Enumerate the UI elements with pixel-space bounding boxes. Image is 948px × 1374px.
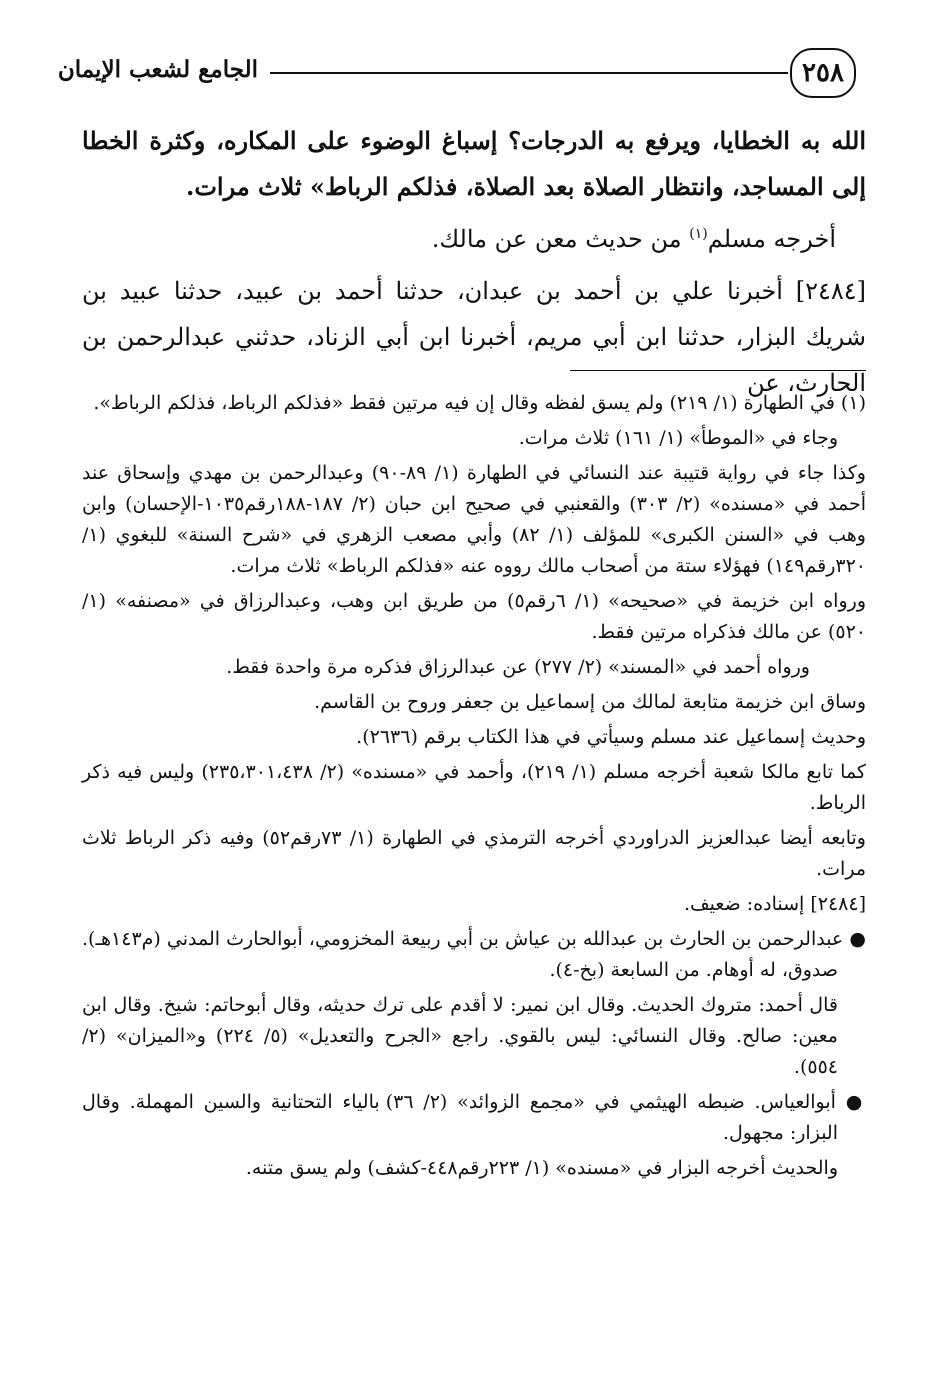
takhrij-after: من حديث معن عن مالك. <box>431 225 690 253</box>
bullet-2-text: أبوالعياس. ضبطه الهيثمي في «مجمع الزوائد» (٢/ ٣٦) بالياء التحتانية والسين المهملة. وقال البزار: مجهول. <box>82 1091 838 1144</box>
footnote-1-line-1: (١) في الطهارة (١/ ٢١٩) ولم يسق لفظه وقال إن فيه مرتين فقط «فذلكم الرباط، فذلكم الرباط». <box>93 392 866 414</box>
bullet-icon: ● <box>849 928 866 950</box>
hadith-end: الله به الخطايا، ويرفع به الدرجات؟ إسباغ الوضوء على المكاره، وكثرة الخطا إلى المساجد، وانتظار الصلاة بعد الصلاة، فذلكم الرباط» ثلاث مرات. <box>82 126 866 201</box>
footnote-1-line-6: وساق ابن خزيمة متابعة لمالك من إسماعيل بن جعفر وروح بن القاسم. <box>314 691 866 713</box>
header-rule <box>270 72 788 74</box>
footnote-1-line-2: وجاء في «الموطأ» (١/ ١٦١) ثلاث مرات. <box>518 427 838 449</box>
footnote-1-line-8: كما تابع مالكا شعبة أخرجه مسلم (١/ ٢١٩)، وأحمد في «مسنده» (٢/ ٢٣٥،٣٠١،٤٣٨) وليس فيه ذكر الرباط. <box>82 761 866 814</box>
bullet-icon: ● <box>845 1091 866 1113</box>
footnote-ref[interactable]: (١) <box>689 226 708 242</box>
hadith-2484: [٢٤٨٤] أخبرنا علي بن أحمد بن عبدان، حدثنا أحمد بن عبيد، حدثنا عبيد بن شريك البزار، حدثنا ابن أبي مريم، أخبرنا ابن أبي الزناد، حدثني عبدالرحمن بن الحارث، عن <box>82 277 867 397</box>
footnotes <box>82 388 866 1188</box>
narrator-bullet-1-continued: قال أحمد: متروك الحديث. وقال ابن نمير: لا أقدم على ترك حديثه، وقال أبوحاتم: شيخ. وقال ابن معين: صالح. وقال النسائي: ليس بالقوي. راجع «الجرح والتعديل» (٥/ ٢٢٤) و«الميزان» (٢/ ٥٥٤). <box>82 994 838 1078</box>
page-number: ٢٥٨ <box>790 48 856 98</box>
bullet-1-text: عبدالرحمن بن الحارث بن عبدالله بن عياش بن أبي ربيعة المخزومي، أبوالحارث المدني (م١٤٣هـ). صدوق، له أوهام. من السابعة (بخ-٤). <box>82 928 844 981</box>
running-title: الجامع لشعب الإيمان <box>57 56 258 83</box>
footnote-1-line-7: وحديث إسماعيل عند مسلم وسيأتي في هذا الكتاب برقم (٢٦٣٦). <box>356 726 866 748</box>
footnote-1-line-3: وكذا جاء في رواية قتيبة عند النسائي في الطهارة (١/ ٨٩-٩٠) وعبدالرحمن بن مهدي وإسحاق عند أحمد في «مسنده» (٢/ ٣٠٣) والقعنبي في صحيح ابن حبان (٢/ ١٨٧-١٨٨رقم١٠٣٥-الإحسان) وابن وهب في «السنن الكبرى» للمؤلف (١/ ٨٢) وأبي مصعب الزهري في «شرح السنة» للبغوي (١/ ٣٢٠رقم١٤٩) فهؤلاء ستة من أصحاب مالك رووه عنه «فذلكم الرباط» ثلاث مرات. <box>82 462 866 577</box>
narrator-bullet-1 <box>82 924 866 986</box>
narrator-bullet-2 <box>82 1087 866 1149</box>
footnote-separator <box>570 370 866 371</box>
main-text <box>82 118 866 406</box>
takhrij-line <box>82 216 866 262</box>
takhrij-before: أخرجه مسلم <box>707 225 836 253</box>
isnad-grade: [٢٤٨٤] إسناده: ضعيف. <box>683 893 866 915</box>
footnote-1-line-9: وتابعه أيضا عبدالعزيز الدراوردي أخرجه الترمذي في الطهارة (١/ ٧٣رقم٥٢) وفيه ذكر الرباط ثلاث مرات. <box>82 827 866 880</box>
footnote-1-line-5: ورواه أحمد في «المسند» (٢/ ٢٧٧) عن عبدالرزاق فذكره مرة واحدة فقط. <box>226 656 810 678</box>
footnote-1-line-4: ورواه ابن خزيمة في «صحيحه» (١/ ٦رقم٥) من طريق ابن وهب، وعبدالرزاق في «مصنفه» (١/ ٥٢٠) عن مالك فذكراه مرتين فقط. <box>82 590 866 643</box>
final-note: والحديث أخرجه البزار في «مسنده» (١/ ٢٢٣رقم٤٤٨-كشف) ولم يسق متنه. <box>245 1157 838 1179</box>
